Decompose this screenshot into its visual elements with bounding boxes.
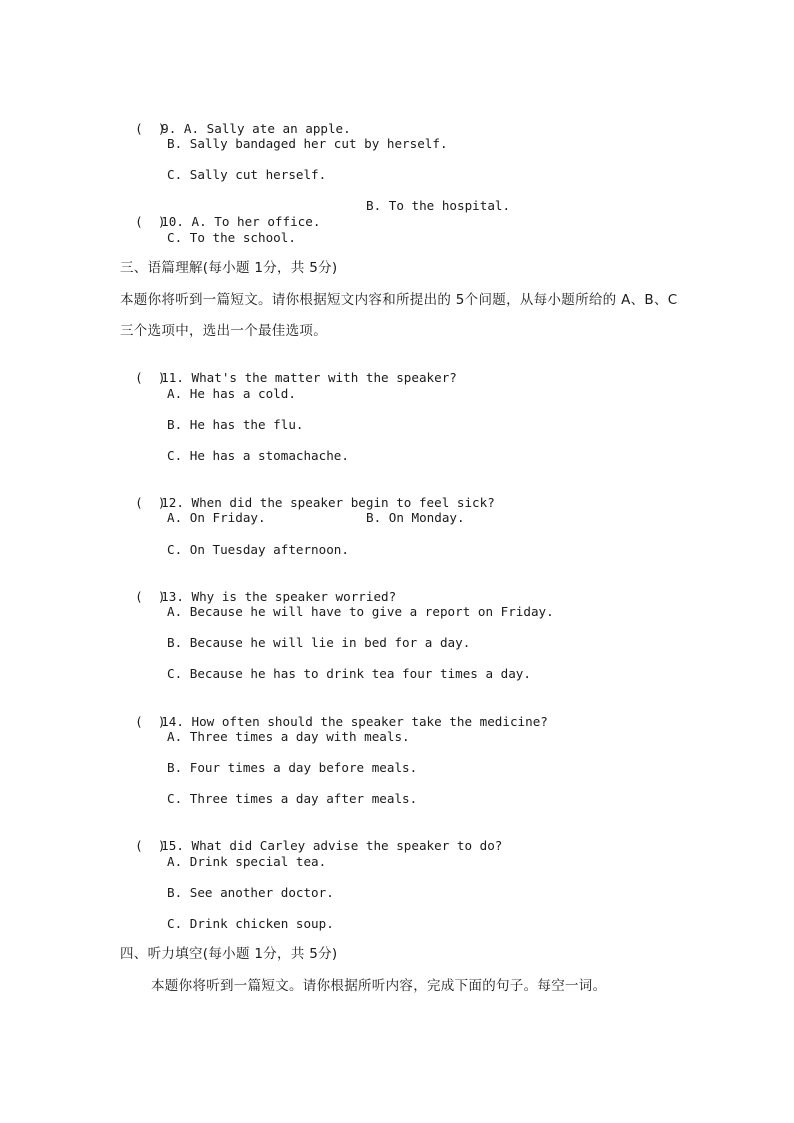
answer-blank-11[interactable]: ( ) bbox=[135, 370, 166, 385]
question-11-option-b: B. He has the flu. bbox=[167, 417, 304, 432]
question-11-text: 11. What's the matter with the speaker? bbox=[161, 370, 457, 385]
question-13-option-c: C. Because he has to drink tea four times a day. bbox=[167, 666, 531, 681]
section-4-heading: 四、听力填空(每小题 1分，共 5分) bbox=[120, 946, 338, 962]
question-14-option-b: B. Four times a day before meals. bbox=[167, 760, 418, 775]
question-13-option-b: B. Because he will lie in bed for a day. bbox=[167, 635, 471, 650]
question-10-text: 10. A. To her office. bbox=[161, 214, 321, 229]
question-15-text: 15. What did Carley advise the speaker to do? bbox=[161, 838, 503, 853]
question-11-stem bbox=[120, 354, 457, 386]
answer-blank-9[interactable]: ( ) bbox=[135, 121, 166, 136]
question-12-option-b: B. On Monday. bbox=[366, 510, 465, 525]
section-3-instruction-line-2: 三个选项中，选出一个最佳选项。 bbox=[120, 323, 327, 339]
question-10-stem bbox=[120, 198, 320, 230]
answer-blank-10[interactable]: ( ) bbox=[135, 214, 166, 229]
question-9-option-b: B. Sally bandaged her cut by herself. bbox=[167, 136, 448, 151]
question-12-text: 12. When did the speaker begin to feel sick? bbox=[161, 495, 495, 510]
question-15-option-a: A. Drink special tea. bbox=[167, 854, 327, 869]
question-14-option-a: A. Three times a day with meals. bbox=[167, 729, 410, 744]
question-9-text: 9. A. Sally ate an apple. bbox=[161, 121, 351, 136]
question-14-text: 14. How often should the speaker take the medicine? bbox=[161, 714, 548, 729]
question-15-option-c: C. Drink chicken soup. bbox=[167, 916, 334, 931]
question-10-option-c: C. To the school. bbox=[167, 230, 296, 245]
question-14-stem bbox=[120, 698, 548, 730]
question-9-stem bbox=[120, 105, 351, 137]
question-12-option-c: C. On Tuesday afternoon. bbox=[167, 542, 349, 557]
question-11-option-a: A. He has a cold. bbox=[167, 386, 296, 401]
section-3-heading: 三、语篇理解(每小题 1分，共 5分) bbox=[120, 260, 338, 276]
question-13-stem bbox=[120, 573, 396, 605]
answer-blank-15[interactable]: ( ) bbox=[135, 838, 166, 853]
answer-blank-14[interactable]: ( ) bbox=[135, 714, 166, 729]
question-15-option-b: B. See another doctor. bbox=[167, 885, 334, 900]
answer-blank-13[interactable]: ( ) bbox=[135, 589, 166, 604]
answer-blank-12[interactable]: ( ) bbox=[135, 495, 166, 510]
question-11-option-c: C. He has a stomachache. bbox=[167, 448, 349, 463]
question-12-option-a: A. On Friday. bbox=[167, 510, 266, 525]
question-15-stem bbox=[120, 822, 502, 854]
question-10-option-b: B. To the hospital. bbox=[366, 198, 511, 213]
section-4-instruction: 本题你将听到一篇短文。请你根据所听内容，完成下面的句子。每空一词。 bbox=[151, 978, 607, 994]
question-14-option-c: C. Three times a day after meals. bbox=[167, 791, 418, 806]
question-9-option-c: C. Sally cut herself. bbox=[167, 167, 327, 182]
question-13-option-a: A. Because he will have to give a report on Friday. bbox=[167, 604, 554, 619]
section-3-instruction-line-1: 本题你将听到一篇短文。请你根据短文内容和所提出的 5个问题，从每小题所给的 A、B、C bbox=[120, 292, 678, 308]
question-13-text: 13. Why is the speaker worried? bbox=[161, 589, 397, 604]
question-12-stem bbox=[120, 479, 495, 511]
